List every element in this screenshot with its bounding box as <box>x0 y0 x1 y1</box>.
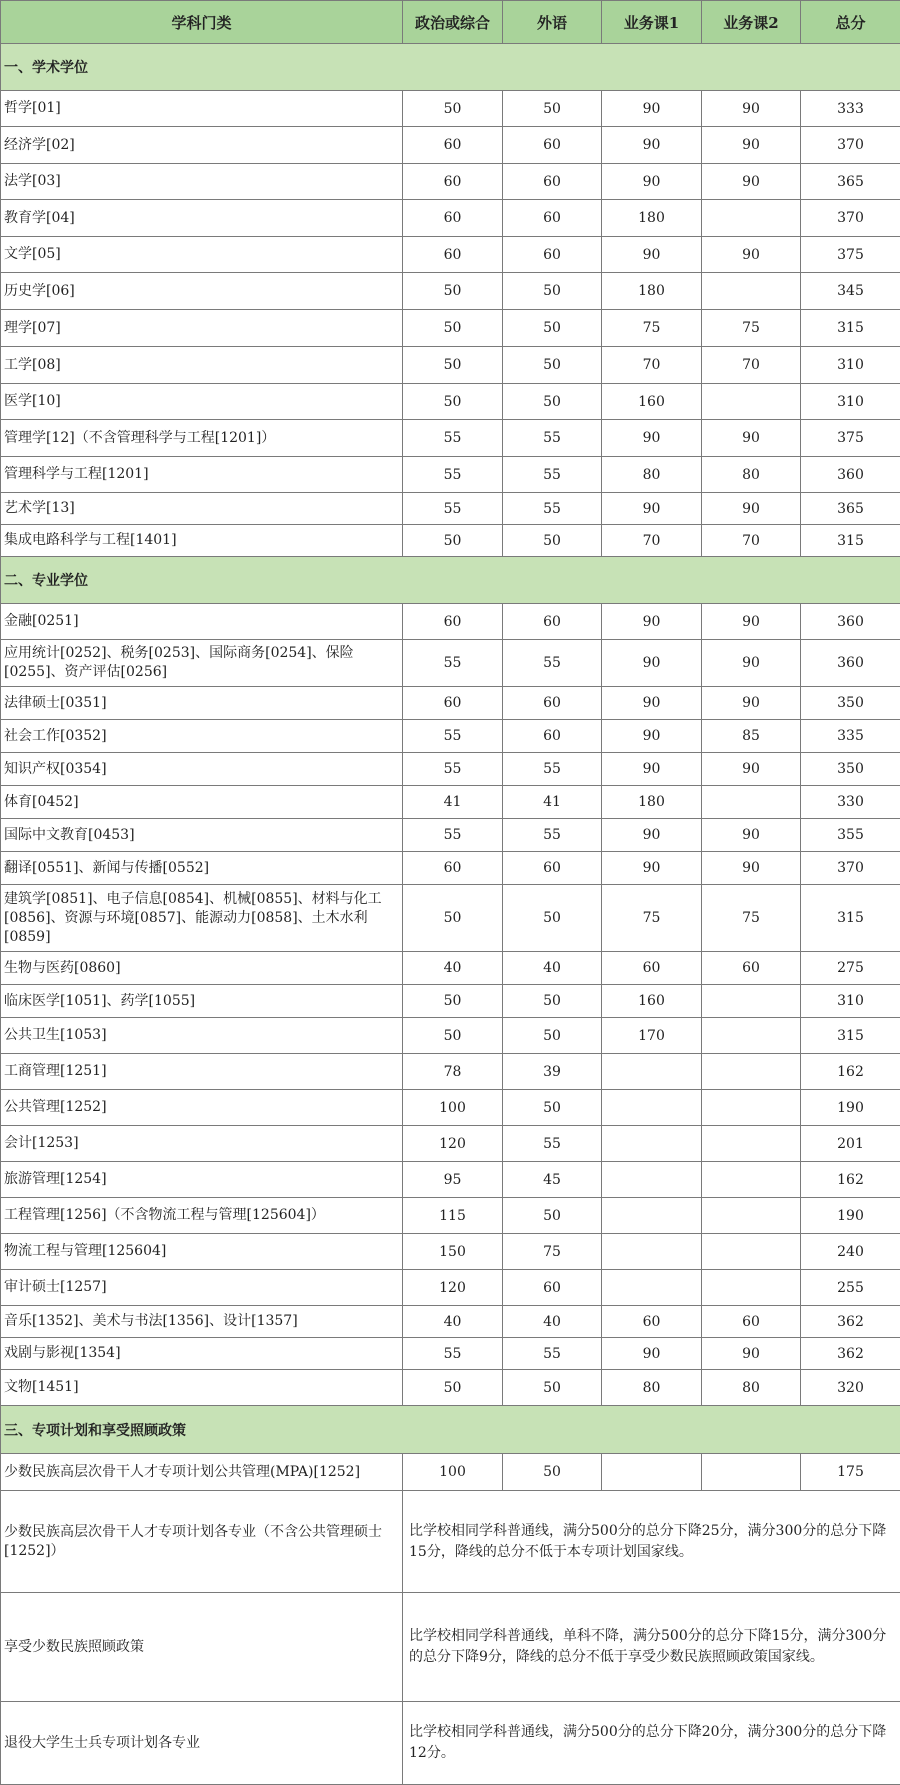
table-row <box>1 687 900 720</box>
score-subject-1: 90 <box>602 687 702 720</box>
score-foreign-language: 60 <box>503 852 602 885</box>
discipline-name: 文学[05] <box>1 237 403 273</box>
discipline-name: 经济学[02] <box>1 127 403 164</box>
score-subject-2: 60 <box>702 1306 801 1338</box>
score-foreign-language: 60 <box>503 164 602 200</box>
table-row <box>1 384 900 420</box>
score-politics: 40 <box>403 1306 503 1338</box>
score-foreign-language: 50 <box>503 91 602 127</box>
score-foreign-language: 55 <box>503 1126 602 1162</box>
score-total: 360 <box>801 604 900 640</box>
discipline-name: 知识产权[0354] <box>1 753 403 786</box>
score-politics: 60 <box>403 127 503 164</box>
policy-description: 比学校相同学科普通线，满分500分的总分下降20分，满分300分的总分下降12分。 <box>403 1702 900 1785</box>
table-row <box>1 985 900 1018</box>
table-row <box>1 273 900 310</box>
score-subject-2: 90 <box>702 604 801 640</box>
table-row <box>1 1370 900 1406</box>
score-politics: 50 <box>403 310 503 347</box>
header-cell: 外语 <box>503 1 602 44</box>
score-politics: 60 <box>403 687 503 720</box>
score-foreign-language: 60 <box>503 687 602 720</box>
discipline-name: 社会工作[0352] <box>1 720 403 753</box>
score-politics: 115 <box>403 1198 503 1234</box>
score-subject-2: 70 <box>702 525 801 557</box>
header-row <box>1 1 900 44</box>
score-foreign-language: 39 <box>503 1054 602 1090</box>
score-subject-2: 90 <box>702 687 801 720</box>
score-total: 370 <box>801 127 900 164</box>
score-subject-2: 75 <box>702 885 801 952</box>
score-subject-2 <box>702 1018 801 1054</box>
score-subject-1: 90 <box>602 237 702 273</box>
score-total: 162 <box>801 1162 900 1198</box>
table-row <box>1 1054 900 1090</box>
score-subject-1 <box>602 1162 702 1198</box>
score-total: 201 <box>801 1126 900 1162</box>
discipline-name: 历史学[06] <box>1 273 403 310</box>
score-total: 370 <box>801 852 900 885</box>
header-cell: 政治或综合 <box>403 1 503 44</box>
table-row <box>1 525 900 557</box>
score-subject-1: 90 <box>602 127 702 164</box>
score-politics: 60 <box>403 200 503 237</box>
discipline-name: 公共管理[1252] <box>1 1090 403 1126</box>
discipline-name: 管理学[12]（不含管理科学与工程[1201]） <box>1 420 403 457</box>
score-total: 350 <box>801 753 900 786</box>
score-total: 360 <box>801 640 900 687</box>
score-foreign-language: 60 <box>503 200 602 237</box>
score-politics: 120 <box>403 1270 503 1306</box>
score-foreign-language: 50 <box>503 525 602 557</box>
score-subject-1: 90 <box>602 1338 702 1370</box>
score-politics: 55 <box>403 1338 503 1370</box>
table-row <box>1 720 900 753</box>
discipline-name: 建筑学[0851]、电子信息[0854]、机械[0855]、材料与化工[0856]、资源与环境[0857]、能源动力[0858]、土木水利[0859] <box>1 885 403 952</box>
policy-row <box>1 1593 900 1702</box>
header-cell: 学科门类 <box>1 1 403 44</box>
score-total: 162 <box>801 1054 900 1090</box>
score-total: 310 <box>801 384 900 420</box>
score-total: 375 <box>801 237 900 273</box>
table-row <box>1 164 900 200</box>
discipline-name: 金融[0251] <box>1 604 403 640</box>
table-row <box>1 753 900 786</box>
policy-description: 比学校相同学科普通线，单科不降，满分500分的总分下降15分，满分300分的总分下降9分，降线的总分不低于享受少数民族照顾政策国家线。 <box>403 1593 900 1702</box>
score-subject-1 <box>602 1054 702 1090</box>
score-subject-1: 170 <box>602 1018 702 1054</box>
score-subject-1: 60 <box>602 1306 702 1338</box>
policy-row <box>1 1702 900 1785</box>
score-foreign-language: 50 <box>503 310 602 347</box>
score-subject-2 <box>702 786 801 819</box>
score-subject-2: 80 <box>702 1370 801 1406</box>
score-subject-2: 60 <box>702 952 801 985</box>
score-foreign-language: 55 <box>503 420 602 457</box>
score-total: 360 <box>801 457 900 493</box>
score-subject-1 <box>602 1090 702 1126</box>
score-politics: 60 <box>403 237 503 273</box>
discipline-name: 生物与医药[0860] <box>1 952 403 985</box>
score-politics: 50 <box>403 384 503 420</box>
score-subject-2: 70 <box>702 347 801 384</box>
discipline-name: 音乐[1352]、美术与书法[1356]、设计[1357] <box>1 1306 403 1338</box>
score-politics: 50 <box>403 525 503 557</box>
score-subject-2: 85 <box>702 720 801 753</box>
discipline-name: 翻译[0551]、新闻与传播[0552] <box>1 852 403 885</box>
table-row <box>1 420 900 457</box>
policy-name: 退役大学生士兵专项计划各专业 <box>1 1702 403 1785</box>
discipline-name: 审计硕士[1257] <box>1 1270 403 1306</box>
table-row <box>1 1090 900 1126</box>
score-subject-1: 90 <box>602 91 702 127</box>
discipline-name: 少数民族高层次骨干人才专项计划公共管理(MPA)[1252] <box>1 1454 403 1491</box>
discipline-name: 教育学[04] <box>1 200 403 237</box>
discipline-name: 工学[08] <box>1 347 403 384</box>
score-foreign-language: 50 <box>503 1454 602 1491</box>
score-total: 240 <box>801 1234 900 1270</box>
score-subject-1: 160 <box>602 985 702 1018</box>
discipline-name: 法学[03] <box>1 164 403 200</box>
section-row <box>1 1406 900 1454</box>
score-subject-1: 90 <box>602 420 702 457</box>
table-row <box>1 237 900 273</box>
discipline-name: 集成电路科学与工程[1401] <box>1 525 403 557</box>
score-politics: 55 <box>403 420 503 457</box>
score-total: 370 <box>801 200 900 237</box>
score-total: 335 <box>801 720 900 753</box>
score-politics: 50 <box>403 985 503 1018</box>
score-foreign-language: 41 <box>503 786 602 819</box>
score-total: 345 <box>801 273 900 310</box>
header-cell: 业务课2 <box>702 1 801 44</box>
score-politics: 50 <box>403 91 503 127</box>
score-politics: 55 <box>403 753 503 786</box>
score-total: 190 <box>801 1090 900 1126</box>
score-foreign-language: 55 <box>503 640 602 687</box>
score-subject-2 <box>702 1126 801 1162</box>
score-subject-1: 90 <box>602 819 702 852</box>
score-subject-1: 90 <box>602 640 702 687</box>
score-total: 365 <box>801 493 900 525</box>
discipline-name: 应用统计[0252]、税务[0253]、国际商务[0254]、保险[0255]、资产评估[0256] <box>1 640 403 687</box>
score-foreign-language: 60 <box>503 237 602 273</box>
score-subject-1: 90 <box>602 753 702 786</box>
score-subject-1 <box>602 1198 702 1234</box>
score-foreign-language: 50 <box>503 1090 602 1126</box>
table-row <box>1 1338 900 1370</box>
table-row <box>1 91 900 127</box>
score-subject-2: 75 <box>702 310 801 347</box>
policy-description: 比学校相同学科普通线，满分500分的总分下降25分，满分300分的总分下降15分，降线的总分不低于本专项计划国家线。 <box>403 1491 900 1593</box>
score-total: 310 <box>801 347 900 384</box>
score-subject-2: 80 <box>702 457 801 493</box>
table-row <box>1 310 900 347</box>
score-subject-1: 75 <box>602 310 702 347</box>
score-subject-2: 90 <box>702 1338 801 1370</box>
score-politics: 55 <box>403 493 503 525</box>
score-subject-1 <box>602 1270 702 1306</box>
score-subject-1 <box>602 1454 702 1491</box>
policy-name: 享受少数民族照顾政策 <box>1 1593 403 1702</box>
score-foreign-language: 50 <box>503 1018 602 1054</box>
score-foreign-language: 40 <box>503 1306 602 1338</box>
discipline-name: 国际中文教育[0453] <box>1 819 403 852</box>
discipline-name: 旅游管理[1254] <box>1 1162 403 1198</box>
table-row <box>1 952 900 985</box>
score-politics: 150 <box>403 1234 503 1270</box>
header-cell: 业务课1 <box>602 1 702 44</box>
score-politics: 50 <box>403 1018 503 1054</box>
score-subject-1: 180 <box>602 273 702 310</box>
score-subject-2: 90 <box>702 91 801 127</box>
score-subject-1: 90 <box>602 852 702 885</box>
score-foreign-language: 50 <box>503 384 602 420</box>
score-foreign-language: 45 <box>503 1162 602 1198</box>
score-subject-1: 70 <box>602 347 702 384</box>
score-politics: 55 <box>403 720 503 753</box>
score-subject-2 <box>702 200 801 237</box>
score-subject-2 <box>702 273 801 310</box>
table-row <box>1 604 900 640</box>
score-foreign-language: 55 <box>503 753 602 786</box>
section-row <box>1 44 900 91</box>
score-total: 320 <box>801 1370 900 1406</box>
discipline-name: 戏剧与影视[1354] <box>1 1338 403 1370</box>
score-total: 175 <box>801 1454 900 1491</box>
score-subject-1: 80 <box>602 1370 702 1406</box>
score-subject-1: 90 <box>602 604 702 640</box>
score-total: 310 <box>801 985 900 1018</box>
score-politics: 50 <box>403 273 503 310</box>
score-foreign-language: 55 <box>503 1338 602 1370</box>
discipline-name: 文物[1451] <box>1 1370 403 1406</box>
score-foreign-language: 50 <box>503 885 602 952</box>
score-subject-2: 90 <box>702 164 801 200</box>
score-politics: 95 <box>403 1162 503 1198</box>
table-row <box>1 1126 900 1162</box>
score-politics: 78 <box>403 1054 503 1090</box>
discipline-name: 法律硕士[0351] <box>1 687 403 720</box>
score-politics: 50 <box>403 347 503 384</box>
score-total: 315 <box>801 525 900 557</box>
policy-name: 少数民族高层次骨干人才专项计划各专业（不含公共管理硕士[1252]） <box>1 1491 403 1593</box>
score-total: 362 <box>801 1306 900 1338</box>
score-subject-1: 160 <box>602 384 702 420</box>
table-row <box>1 1306 900 1338</box>
score-politics: 120 <box>403 1126 503 1162</box>
score-subject-1: 90 <box>602 720 702 753</box>
discipline-name: 工商管理[1251] <box>1 1054 403 1090</box>
score-total: 190 <box>801 1198 900 1234</box>
score-politics: 55 <box>403 457 503 493</box>
score-politics: 55 <box>403 819 503 852</box>
score-subject-2 <box>702 1054 801 1090</box>
score-politics: 40 <box>403 952 503 985</box>
score-subject-2 <box>702 985 801 1018</box>
table-row <box>1 1454 900 1491</box>
score-total: 375 <box>801 420 900 457</box>
policy-row <box>1 1491 900 1593</box>
score-foreign-language: 50 <box>503 985 602 1018</box>
score-subject-1: 70 <box>602 525 702 557</box>
score-foreign-language: 55 <box>503 493 602 525</box>
table-row <box>1 1270 900 1306</box>
score-total: 355 <box>801 819 900 852</box>
score-subject-2 <box>702 384 801 420</box>
score-subject-2: 90 <box>702 819 801 852</box>
score-subject-1: 75 <box>602 885 702 952</box>
score-total: 315 <box>801 310 900 347</box>
score-subject-2: 90 <box>702 127 801 164</box>
table-row <box>1 1162 900 1198</box>
table-row <box>1 1018 900 1054</box>
discipline-name: 医学[10] <box>1 384 403 420</box>
discipline-name: 理学[07] <box>1 310 403 347</box>
table-row <box>1 852 900 885</box>
score-politics: 60 <box>403 164 503 200</box>
score-foreign-language: 75 <box>503 1234 602 1270</box>
score-subject-2: 90 <box>702 852 801 885</box>
score-politics: 55 <box>403 640 503 687</box>
section-title: 二、专业学位 <box>1 557 900 604</box>
score-foreign-language: 60 <box>503 127 602 164</box>
table-row <box>1 347 900 384</box>
score-foreign-language: 50 <box>503 347 602 384</box>
score-foreign-language: 40 <box>503 952 602 985</box>
score-politics: 50 <box>403 885 503 952</box>
score-subject-2 <box>702 1198 801 1234</box>
section-title: 三、专项计划和享受照顾政策 <box>1 1406 900 1454</box>
header-cell: 总分 <box>801 1 900 44</box>
score-total: 330 <box>801 786 900 819</box>
score-politics: 41 <box>403 786 503 819</box>
score-foreign-language: 60 <box>503 1270 602 1306</box>
score-foreign-language: 55 <box>503 819 602 852</box>
score-politics: 60 <box>403 604 503 640</box>
score-subject-2 <box>702 1454 801 1491</box>
score-subject-1: 180 <box>602 786 702 819</box>
score-total: 255 <box>801 1270 900 1306</box>
score-subject-2 <box>702 1162 801 1198</box>
score-politics: 50 <box>403 1370 503 1406</box>
score-subject-2: 90 <box>702 420 801 457</box>
table-row <box>1 457 900 493</box>
table-row <box>1 640 900 687</box>
score-subject-1: 90 <box>602 493 702 525</box>
score-subject-2: 90 <box>702 640 801 687</box>
score-subject-1 <box>602 1234 702 1270</box>
table-row <box>1 493 900 525</box>
score-total: 350 <box>801 687 900 720</box>
score-total: 315 <box>801 885 900 952</box>
table-body <box>1 44 900 1785</box>
discipline-name: 体育[0452] <box>1 786 403 819</box>
score-politics: 60 <box>403 852 503 885</box>
score-total: 333 <box>801 91 900 127</box>
discipline-name: 艺术学[13] <box>1 493 403 525</box>
score-foreign-language: 50 <box>503 1370 602 1406</box>
score-subject-2: 90 <box>702 493 801 525</box>
discipline-name: 哲学[01] <box>1 91 403 127</box>
discipline-name: 会计[1253] <box>1 1126 403 1162</box>
discipline-name: 公共卫生[1053] <box>1 1018 403 1054</box>
table-row <box>1 786 900 819</box>
score-subject-2: 90 <box>702 237 801 273</box>
score-total: 365 <box>801 164 900 200</box>
score-total: 275 <box>801 952 900 985</box>
score-subject-2 <box>702 1234 801 1270</box>
table-row <box>1 885 900 952</box>
discipline-name: 物流工程与管理[125604] <box>1 1234 403 1270</box>
section-title: 一、学术学位 <box>1 44 900 91</box>
score-subject-1 <box>602 1126 702 1162</box>
score-subject-2: 90 <box>702 753 801 786</box>
table-row <box>1 200 900 237</box>
score-subject-1: 60 <box>602 952 702 985</box>
score-foreign-language: 50 <box>503 1198 602 1234</box>
score-total: 315 <box>801 1018 900 1054</box>
table-row <box>1 1234 900 1270</box>
score-subject-2 <box>702 1270 801 1306</box>
score-politics: 100 <box>403 1454 503 1491</box>
discipline-name: 工程管理[1256]（不含物流工程与管理[125604]） <box>1 1198 403 1234</box>
score-subject-1: 80 <box>602 457 702 493</box>
score-subject-1: 180 <box>602 200 702 237</box>
table-row <box>1 127 900 164</box>
score-total: 362 <box>801 1338 900 1370</box>
score-subject-2 <box>702 1090 801 1126</box>
score-subject-1: 90 <box>602 164 702 200</box>
score-foreign-language: 60 <box>503 604 602 640</box>
table-row <box>1 819 900 852</box>
score-foreign-language: 60 <box>503 720 602 753</box>
score-foreign-language: 50 <box>503 273 602 310</box>
section-row <box>1 557 900 604</box>
score-politics: 100 <box>403 1090 503 1126</box>
score-foreign-language: 55 <box>503 457 602 493</box>
discipline-name: 临床医学[1051]、药学[1055] <box>1 985 403 1018</box>
table-row <box>1 1198 900 1234</box>
discipline-name: 管理科学与工程[1201] <box>1 457 403 493</box>
